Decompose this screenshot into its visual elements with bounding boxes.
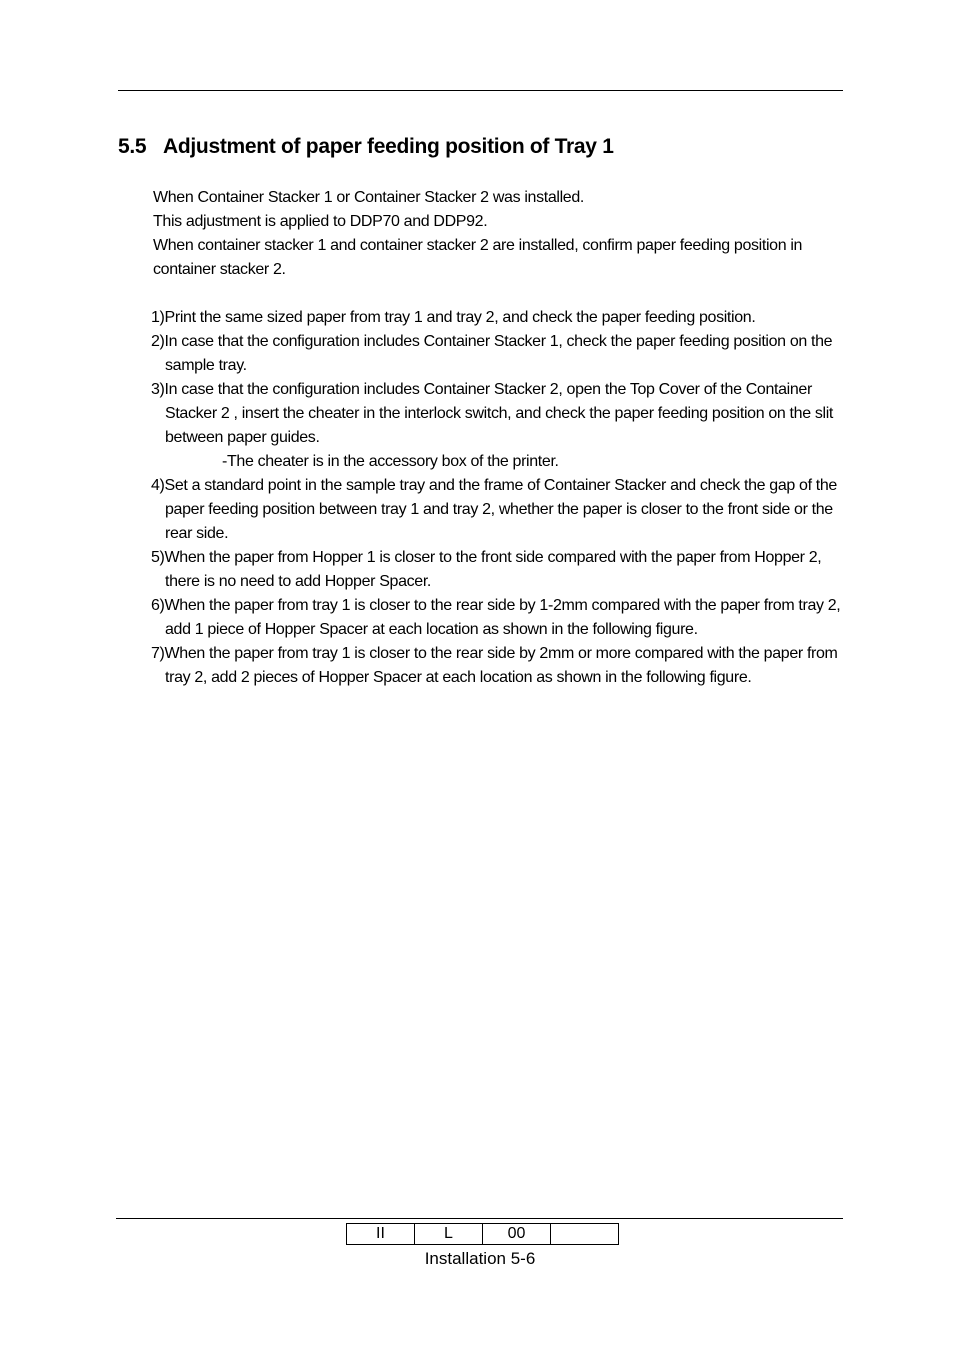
revision-cell: II xyxy=(347,1224,415,1245)
revision-row xyxy=(347,1224,619,1245)
procedure-steps xyxy=(151,306,841,690)
intro-line: When container stacker 1 and container stacker 2 are installed, confirm paper feeding position in container stacker 2. xyxy=(153,237,803,278)
step-item-6: 6)When the paper from tray 1 is closer to the rear side by 1-2mm compared with the paper from tray 2, add 1 piece of Hopper Spacer at each location as shown in the following figure. xyxy=(151,597,841,638)
step-item-1: 1)Print the same sized paper from tray 1 and tray 2, and check the paper feeding position. xyxy=(151,309,756,326)
section-number: 5.5 xyxy=(118,135,147,158)
intro-line: This adjustment is applied to DDP70 and DDP92. xyxy=(153,213,488,230)
step-item-4: 4)Set a standard point in the sample tray and the frame of Container Stacker and check the gap of the paper feeding position between tray 1 and tray 2, whether the paper is closer to the front side or the rear side. xyxy=(151,477,837,542)
footer-rule xyxy=(116,1218,843,1219)
step-item-7: 7)When the paper from tray 1 is closer to the rear side by 2mm or more compared with the paper from tray 2, add 2 pieces of Hopper Spacer at each location as shown in the following figure. xyxy=(151,645,838,686)
section-title: Adjustment of paper feeding position of Tray 1 xyxy=(163,135,614,158)
step-note: -The cheater is in the accessory box of the printer. xyxy=(222,453,559,470)
step-item-2: 2)In case that the configuration includes Container Stacker 1, check the paper feeding position on the sample tray. xyxy=(151,333,833,374)
revision-cell: 00 xyxy=(483,1224,551,1245)
intro-paragraph xyxy=(153,186,843,282)
revision-cell: L xyxy=(415,1224,483,1245)
revision-cell xyxy=(551,1224,619,1245)
intro-line: When Container Stacker 1 or Container Stacker 2 was installed. xyxy=(153,189,584,206)
page-footer-label: Installation 5-6 xyxy=(424,1249,536,1268)
step-item-3: 3)In case that the configuration includes Container Stacker 2, open the Top Cover of the Container Stacker 2 , insert the cheater in the interlock switch, and check the paper feeding position on the slit between paper guides. xyxy=(151,381,833,446)
section-heading xyxy=(118,135,614,159)
header-rule xyxy=(118,90,843,91)
revision-table xyxy=(346,1223,619,1245)
step-item-5: 5)When the paper from Hopper 1 is closer to the front side compared with the paper from Hopper 2, there is no need to add Hopper Spacer. xyxy=(151,549,822,590)
